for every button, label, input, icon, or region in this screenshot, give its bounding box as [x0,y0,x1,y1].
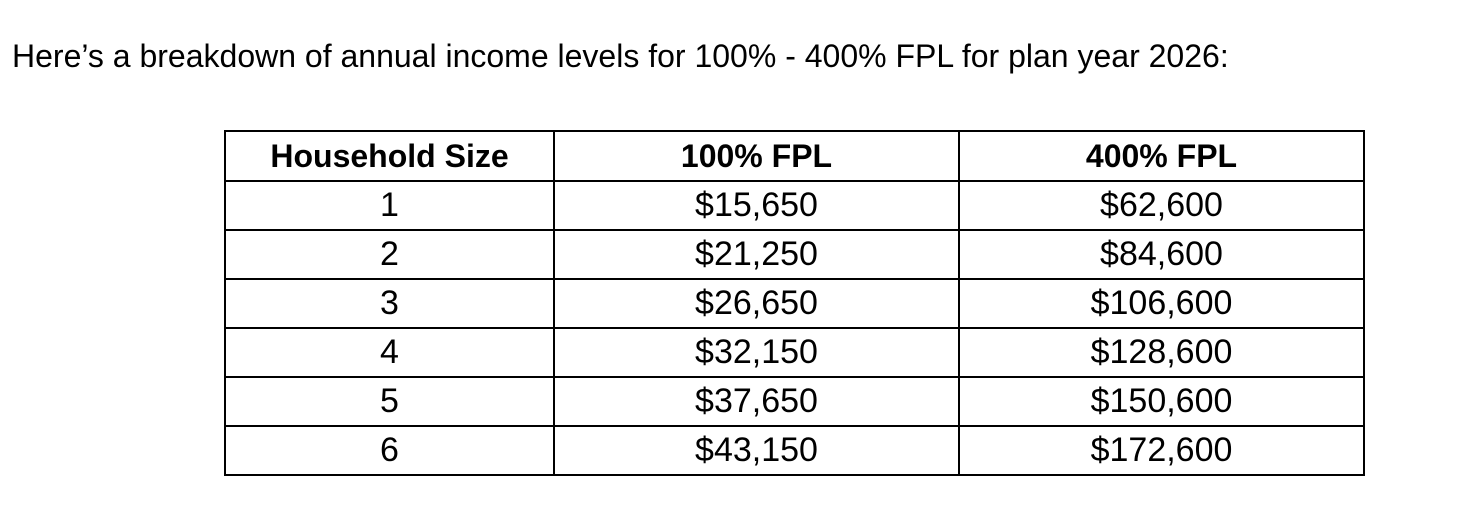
table-row [225,230,1364,279]
intro-text: Here’s a breakdown of annual income levels for 100% - 400% FPL for plan year 2026: [12,38,1229,74]
fpl-100-cell: $32,150 [554,328,959,377]
fpl-400-cell: $128,600 [959,328,1364,377]
table-row [225,328,1364,377]
fpl-400-cell: $106,600 [959,279,1364,328]
household-size-cell: 4 [225,328,554,377]
header-400-fpl: 400% FPL [959,131,1364,181]
fpl-100-cell: $43,150 [554,426,959,475]
household-size-cell: 2 [225,230,554,279]
household-size-cell: 5 [225,377,554,426]
table-row [225,279,1364,328]
household-size-cell: 3 [225,279,554,328]
table-header-row [225,131,1364,181]
header-100-fpl: 100% FPL [554,131,959,181]
household-size-cell: 6 [225,426,554,475]
header-household-size: Household Size [225,131,554,181]
table-row [225,181,1364,230]
fpl-400-cell: $62,600 [959,181,1364,230]
fpl-400-cell: $84,600 [959,230,1364,279]
fpl-100-cell: $21,250 [554,230,959,279]
fpl-income-table [224,130,1365,476]
table-row [225,377,1364,426]
fpl-400-cell: $172,600 [959,426,1364,475]
household-size-cell: 1 [225,181,554,230]
table-row [225,426,1364,475]
fpl-100-cell: $26,650 [554,279,959,328]
fpl-400-cell: $150,600 [959,377,1364,426]
fpl-100-cell: $37,650 [554,377,959,426]
fpl-100-cell: $15,650 [554,181,959,230]
